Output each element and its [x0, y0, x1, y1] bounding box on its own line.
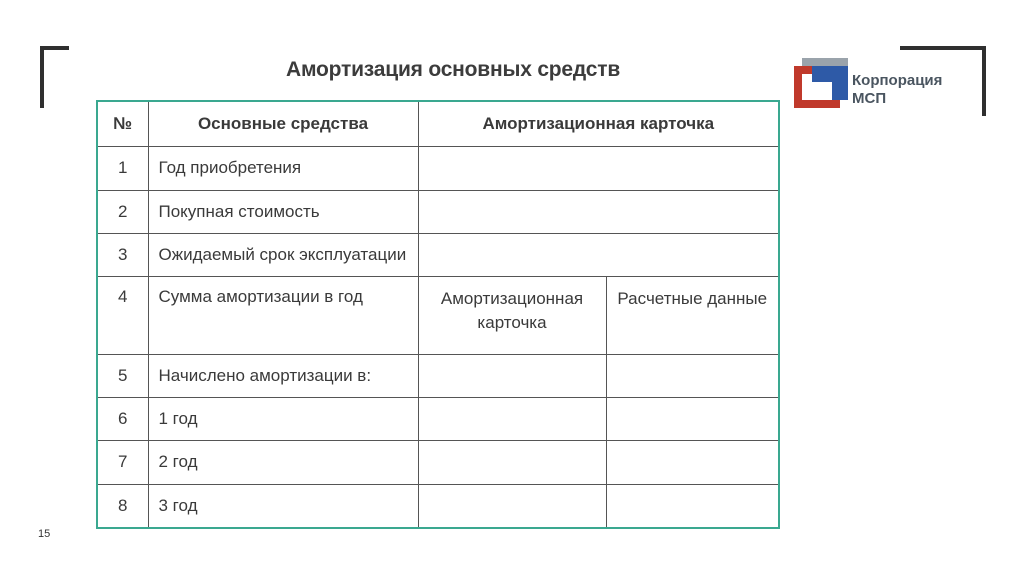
table-row: [97, 398, 779, 441]
table-row: [97, 190, 779, 233]
row-value-cell: [418, 147, 779, 190]
row-label: Сумма амортизации в год: [148, 277, 418, 355]
row-number: 4: [97, 277, 148, 355]
table-row: [97, 277, 779, 355]
row-number: 2: [97, 190, 148, 233]
row-value-cell: [606, 484, 779, 528]
corner-bracket-top-right-vertical: [982, 46, 986, 116]
row-value-cell: [418, 233, 779, 276]
row-number: 3: [97, 233, 148, 276]
row-number: 1: [97, 147, 148, 190]
page-number: 15: [38, 528, 51, 540]
row-value-cell: [606, 354, 779, 397]
row-label: 3 год: [148, 484, 418, 528]
subheader-depreciation-card: Амортизационная карточка: [418, 277, 606, 355]
row-label: 2 год: [148, 441, 418, 484]
row-value-cell: [418, 190, 779, 233]
header-number: №: [97, 101, 148, 147]
table-row: [97, 441, 779, 484]
depreciation-table: [96, 100, 780, 529]
row-number: 6: [97, 398, 148, 441]
table-header-row: [97, 101, 779, 147]
row-value-cell: [418, 441, 606, 484]
row-label: Покупная стоимость: [148, 190, 418, 233]
logo-corporation-msp: [790, 56, 980, 110]
row-number: 5: [97, 354, 148, 397]
slide-title: Амортизация основных средств: [286, 58, 621, 81]
row-value-cell: [418, 484, 606, 528]
header-depreciation-card: Амортизационная карточка: [418, 101, 779, 147]
row-number: 7: [97, 441, 148, 484]
row-label: Ожидаемый срок эксплуатации: [148, 233, 418, 276]
row-value-cell: [606, 398, 779, 441]
subheader-calculated-data: Расчетные данные: [606, 277, 779, 355]
row-value-cell: [418, 354, 606, 397]
row-value-cell: [606, 441, 779, 484]
logo-text-line2: МСП: [852, 90, 887, 107]
logo-mark-icon: [790, 56, 850, 110]
row-value-cell: [418, 398, 606, 441]
corner-bracket-top-left-vertical: [40, 46, 44, 108]
row-number: 8: [97, 484, 148, 528]
logo-text-line1: Корпорация: [852, 72, 943, 89]
corner-bracket-top-right: [900, 46, 986, 50]
row-label: Начислено амортизации в:: [148, 354, 418, 397]
row-label: 1 год: [148, 398, 418, 441]
row-label: Год приобретения: [148, 147, 418, 190]
table-row: [97, 147, 779, 190]
corner-bracket-top-left-dot: [64, 46, 69, 50]
header-fixed-assets: Основные средства: [148, 101, 418, 147]
table-row: [97, 484, 779, 528]
table-row: [97, 233, 779, 276]
table-row: [97, 354, 779, 397]
